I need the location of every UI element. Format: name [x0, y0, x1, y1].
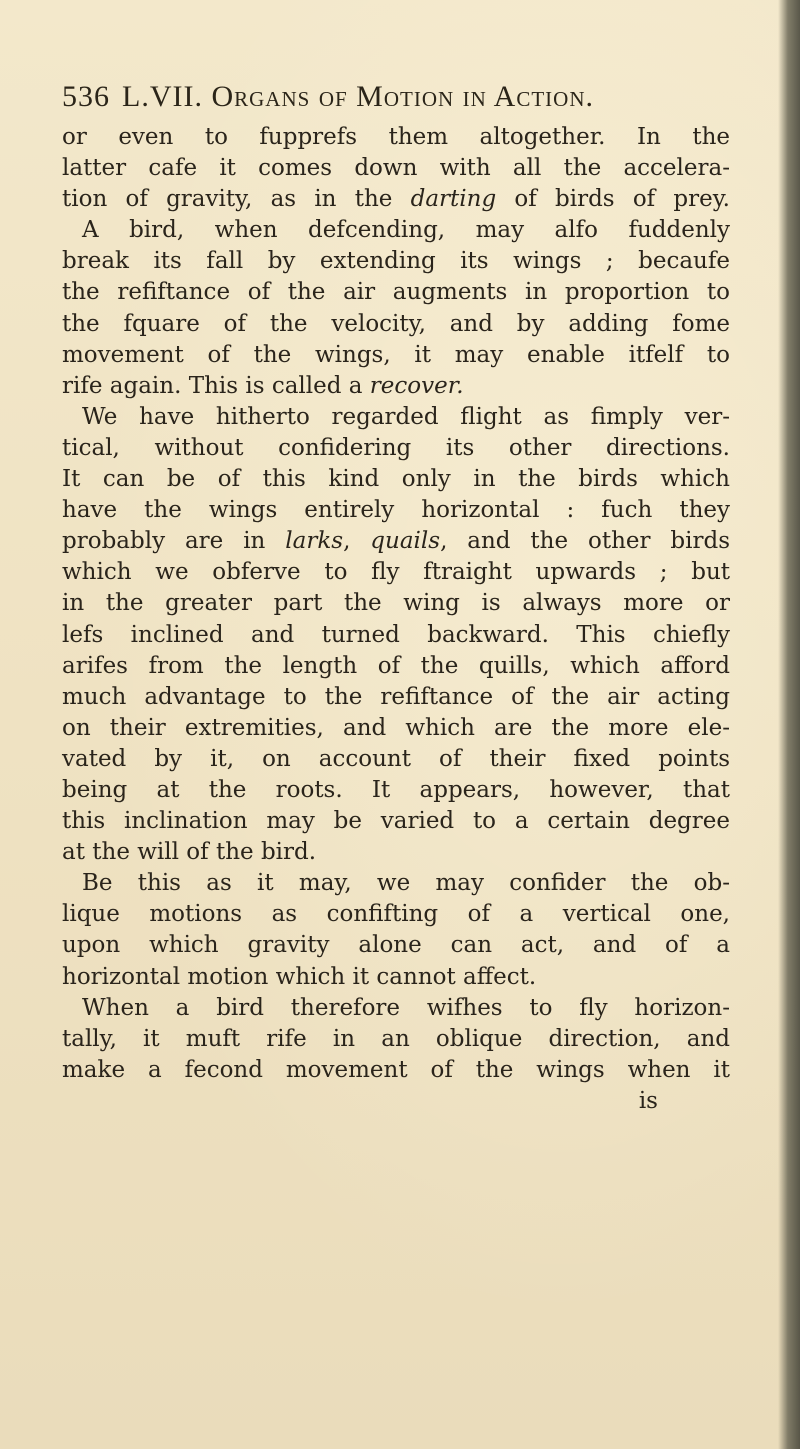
running-title: L.VII. Organs of Motion in Action. [122, 80, 594, 113]
paragraph-end-line: horizontal motion which it cannot affect. [62, 963, 537, 990]
page-edge-shadow [778, 0, 800, 1449]
italic-term: quails [370, 528, 441, 555]
text-line: the fquare of the velocity, and by adding fome [62, 310, 730, 337]
text-line: which we obferve to fly ftraight upwards ; but [62, 559, 730, 586]
paragraph-end-line: at the will of the bird. [62, 839, 317, 866]
text-line: lefs inclined and turned backward. This chiefly [62, 621, 730, 648]
italic-term: recover. [369, 372, 464, 399]
text-line: vated by it, on account of their fixed points [62, 745, 730, 772]
page-number: 536 [62, 80, 110, 113]
text-line: break its fall by extending its wings ; becaufe [62, 248, 730, 275]
text-line: much advantage to the refiftance of the air acting [62, 683, 730, 710]
text-line: have the wings entirely horizontal : fuch they [62, 497, 730, 524]
body-text [62, 122, 730, 1117]
text-line: the refiftance of the air augments in proportion to [62, 279, 730, 306]
paragraph-end-line: rife again. This is called a recover. [62, 372, 464, 399]
text-line: lique motions as confifting of a vertical one, [62, 901, 730, 928]
text-line: tical, without confidering its other directions. [62, 434, 730, 461]
text-line: upon which gravity alone can act, and of a [62, 932, 730, 959]
running-header [62, 80, 702, 120]
text-line: probably are in larks, quails, and the other birds [62, 528, 730, 555]
text-line: latter cafe it comes down with all the accelera- [62, 155, 730, 182]
text-line: on their extremities, and which are the more ele- [62, 714, 730, 741]
text-line: or even to fupprefs them altogether. In the [62, 124, 730, 150]
italic-term: larks [285, 528, 344, 555]
text-line: tally, it muft rife in an oblique direction, and [62, 1025, 730, 1052]
text-line: arifes from the length of the quills, which afford [62, 652, 730, 679]
paragraph-start-line: We have hitherto regarded flight as fimply ver- [82, 403, 730, 430]
text-line: being at the roots. It appears, however, that [62, 776, 730, 803]
paragraph-start-line: A bird, when defcending, may alfo fuddenly [82, 217, 730, 244]
text-line: this inclination may be varied to a certain degree [62, 808, 730, 835]
text-line: tion of gravity, as in the darting of birds of prey. [62, 186, 730, 213]
text-line: movement of the wings, it may enable itfelf to [62, 341, 730, 368]
catchword: is [638, 1087, 658, 1114]
text-line: It can be of this kind only in the birds which [62, 466, 730, 493]
paragraph-start-line: Be this as it may, we may confider the ob- [82, 870, 730, 897]
paragraph-start-line: When a bird therefore wifhes to fly horizon- [82, 994, 730, 1021]
italic-term: darting [410, 186, 497, 213]
text-line: in the greater part the wing is always more or [62, 590, 730, 617]
text-line: make a fecond movement of the wings when it [62, 1056, 730, 1083]
